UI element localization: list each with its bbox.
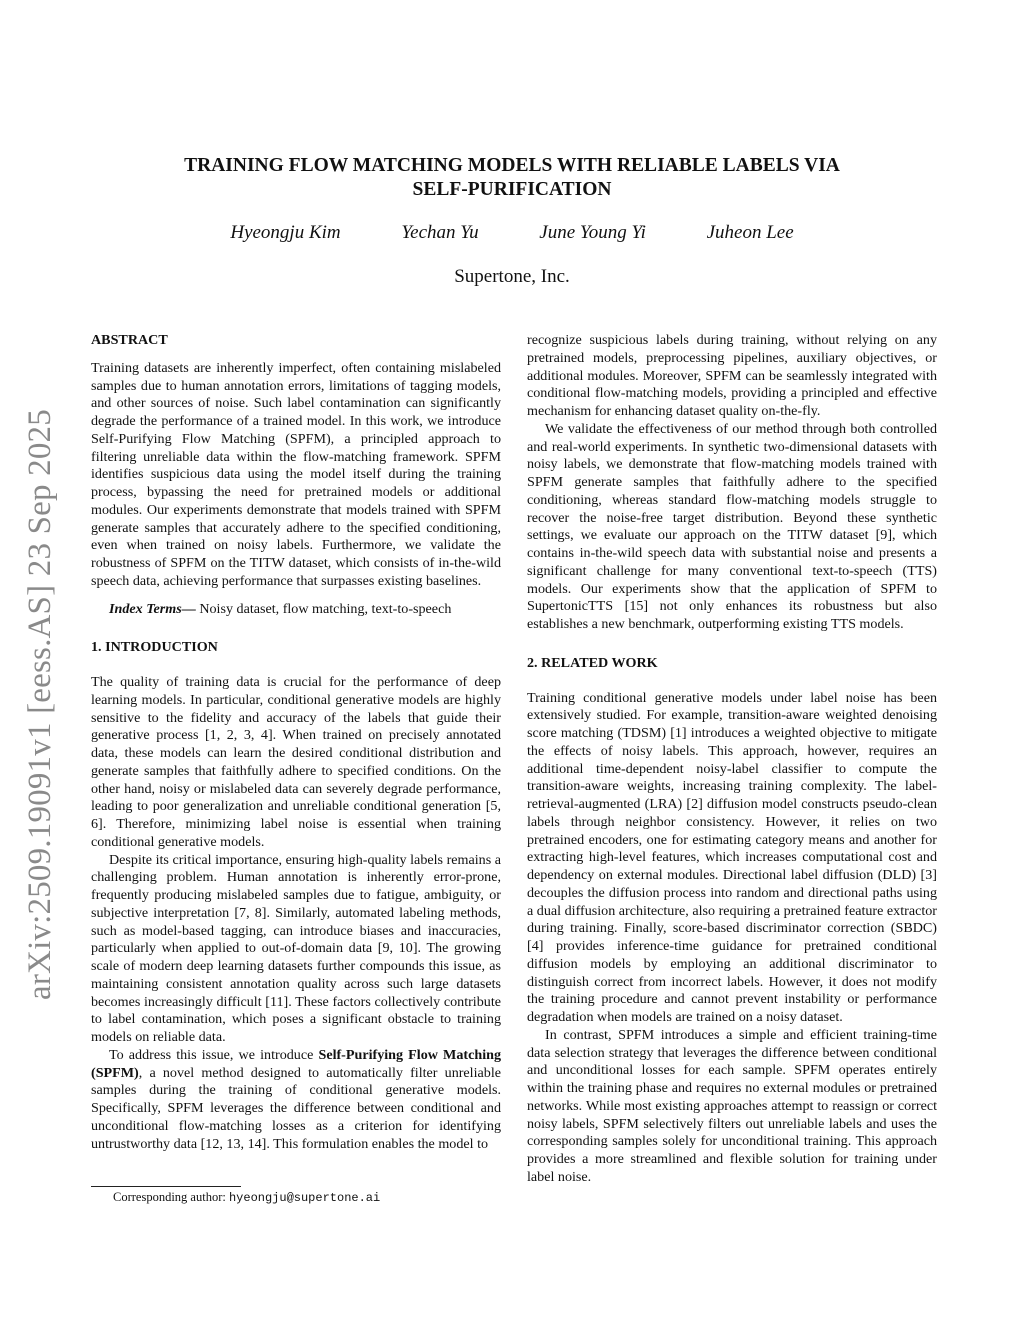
author-name: Juheon Lee [706,222,794,243]
footnote [91,1186,501,1206]
spfm-term: Self-Purifying Flow Matching (SPFM) [91,1046,501,1081]
intro-p3-text: , a novel method designed to automatically filter unreliable samples during the training of conditional generative models. Specifically, SPFM leverages the difference between conditional and unconditional flow-matching losses as a criterion for identifying untrustworthy data [12, 13, 14]. This formulation enables the model to [91,1064,501,1152]
title-line-1: TRAINING FLOW MATCHING MODELS WITH RELIABLE LABELS VIA [184,155,840,176]
introduction-heading: 1. INTRODUCTION [91,639,218,656]
intro-paragraph-1: The quality of training data is crucial for the performance of deep learning models. In particular, conditional generative models are highly sensitive to the fidelity and accuracy of the labels that guide their generative process [1, 2, 3, 4]. When trained on precisely annotated data, these models can learn the desired conditional distribution and generate samples that faithfully adhere to specified conditions. On the other hand, noisy or mislabeled data can severely degrade performance, leading to poor generalization and unreliable conditional generation [5, 6]. Therefore, minimizing label noise is essential when training conditional generative models. [91,674,501,850]
index-terms-text: Noisy dataset, flow matching, text-to-speech [195,600,452,617]
intro-paragraph-3 [91,1047,501,1154]
author-name: Yechan Yu [401,222,479,243]
footnote-rule [91,1186,241,1187]
abstract-text: Training datasets are inherently imperfect, often containing mislabeled samples due to human annotation errors, limitations of tagging models, and other sources of noise. Such label contamination can significantly degrade the performance of a trained model. In this work, we introduce Self-Purifying Flow Matching (SPFM), a principled approach to filtering unreliable data within the flow-matching framework. SPFM identifies suspicious data using the model itself during the training process, bypassing the need for pretrained models or additional modules. Our experiments demonstrate that models trained with SPFM generate samples that accurately adhere to the specified conditioning, even when trained on noisy labels. Furthermore, we validate the robustness of SPFM on the TITW dataset, which consists of in-the-wild speech data, achieving performance that surpasses existing baselines. [91,359,501,589]
intro-paragraph-2: Despite its critical importance, ensuring high-quality labels remains a challenging problem. Human annotation is inherently error-prone, frequently producing mislabeled samples due to fatigue, ambiguity, or subjective interpretation [7, 8]. Similarly, automated labeling methods, such as model-based tagging, can introduce biases and inaccuracies, particularly when applied to out-of-domain data [9, 10]. The growing scale of modern deep learning datasets further compounds this issue, as maintaining consistent annotation quality across such large datasets becomes increasingly difficult [11]. These factors collectively contribute to label contamination, which poses a significant obstacle to training models on reliable data. [91,851,501,1045]
intro-paragraph-5: We validate the effectiveness of our method through both controlled and real-world experiments. In synthetic two-dimensional datasets with noisy labels, we demonstrate that flow-matching models trained with SPFM generate samples that faithfully adhere to the specified conditioning, whereas standard flow-matching models struggle to recover the noise-free target distribution. Beyond these synthetic settings, we evaluate our approach on the TITW dataset [9], which contains in-the-wild speech data with substantial noise and presents a significant challenge for many conventional text-to-speech (TTS) models. Our experiments show that the application of SPFM to SupertonicTTS [15] not only enhances its robustness but also establishes a new benchmark, outperforming existing TTS models. [527,420,937,632]
author-list [200,222,824,244]
arxiv-identifier: arXiv:2509.19091v1 [eess.AS] 23 Sep 2025 [22,409,58,1000]
related-work-heading: 2. RELATED WORK [527,654,658,671]
author-name: Hyeongju Kim [230,222,341,243]
footnote-label: Corresponding author: [113,1190,229,1204]
title-line-2: SELF-PURIFICATION [412,179,612,200]
left-column [91,332,501,1153]
abstract-heading: ABSTRACT [91,332,168,348]
intro-p3-text: To address this issue, we introduce [109,1046,319,1063]
author-email: hyeongju@supertone.ai [228,1191,381,1205]
related-paragraph-1: Training conditional generative models under label noise has been extensively studied. For example, transition-aware weighted denoising score matching (TDSM) [1] introduces a weighted objective to mitigate the effects of noisy labels. This approach, however, requires an additional time-dependent noisy-label classifier to compute the transition-aware weights, increasing training complexity. The label-retrieval-augmented (LRA) [2] diffusion model constructs pseudo-clean labels through neighbor consistency. However, it relies on two pretrained encoders, one for estimating category means and another for extracting high-level features, which increases computational cost and dependency on external modules. Directional label diffusion (DLD) [3] decouples the diffusion process into random and directional paths using a dual diffusion architecture, also requiring a pretrained feature extractor during training. Finally, score-based discriminator correction (SBDC) [4] provides inference-time guidance for pretrained conditional diffusion models by employing an additional discriminator to distinguish correct from incorrect labels. However, it does not modify the training procedure and cannot prevent instability or performance degradation when models are trained on a noisy dataset. [527,689,937,1025]
footnote-text [91,1190,501,1206]
affiliation: Supertone, Inc. [454,266,570,287]
author-name: June Young Yi [539,222,646,243]
index-terms-label: Index Terms— [109,600,196,617]
right-column [527,332,937,1187]
related-paragraph-2: In contrast, SPFM introduces a simple and efficient training-time data selection strategy that leverages the difference between conditional and unconditional losses for each sample. SPFM operates entirely within the training phase and requires no external modules or pretrained networks. While most existing approaches attempt to reassign or correct noisy labels, SPFM selectively filters out unreliable labels and uses the corresponding samples solely for unconditional training. This approach provides a more streamlined and flexible solution for training under label noise. [527,1026,937,1185]
intro-paragraph-4: recognize suspicious labels during training, without relying on any pretrained models, preprocessing pipelines, auxiliary objectives, or additional modules. Moreover, SPFM can be seamlessly integrated with conditional flow-matching models, providing a principled and effective mechanism for enhancing dataset quality on-the-fly. [527,332,937,419]
index-terms [91,601,501,619]
paper-title [120,154,904,202]
